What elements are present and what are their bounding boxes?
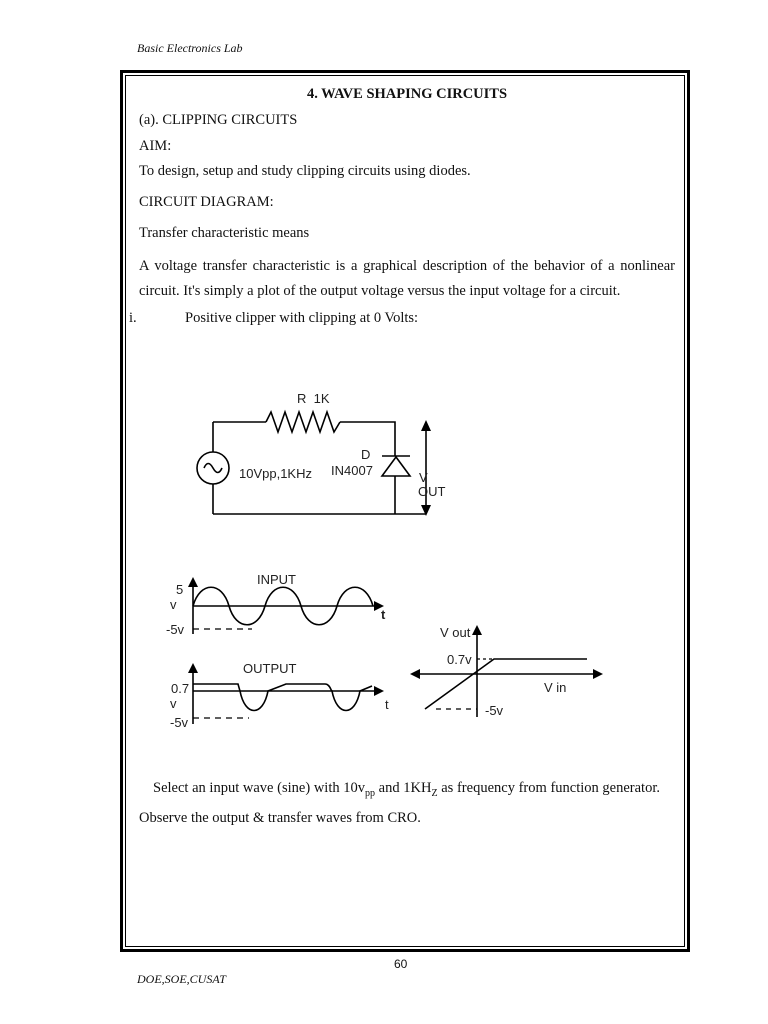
output-time-label: t — [385, 697, 389, 712]
page-header: Basic Electronics Lab — [137, 41, 243, 55]
subsection-title: (a). CLIPPING CIRCUITS — [139, 112, 298, 129]
diode-part-label: IN4007 — [331, 463, 373, 478]
transfer-vout-label: V out — [440, 625, 471, 640]
procedure-text-part-1: Select an input wave (sine) with 10v — [153, 780, 366, 796]
transfer-low-label: -5v — [485, 703, 504, 718]
output-high-number: 0.7 — [171, 681, 190, 696]
vout-label-out: OUT — [418, 484, 446, 499]
page-footer: DOE,SOE,CUSAT — [137, 972, 226, 986]
transfer-heading: Transfer characteristic means — [139, 224, 310, 241]
input-y-arrow-icon — [188, 577, 198, 587]
input-high-number: 5 — [176, 582, 184, 597]
vout-arrow-up-icon — [421, 420, 431, 431]
resistor-icon — [266, 412, 340, 432]
input-title: INPUT — [257, 572, 296, 587]
input-high-unit: v — [170, 597, 177, 612]
sine-wave-symbol-icon — [204, 464, 222, 473]
input-time-label: t — [381, 607, 386, 622]
output-x-arrow-icon — [374, 686, 384, 696]
output-high-unit: v — [170, 696, 177, 711]
transfer-vin-label: V in — [544, 680, 567, 695]
procedure-subscript-pp: pp — [365, 787, 376, 799]
source-label: 10Vpp,1KHz — [239, 466, 312, 481]
transfer-x-arrow-left-icon — [410, 669, 420, 679]
diode-icon — [382, 456, 410, 476]
output-y-arrow-icon — [188, 663, 198, 673]
diode-label: D — [361, 447, 371, 462]
aim-label: AIM: — [139, 137, 172, 154]
transfer-x-arrow-icon — [593, 669, 603, 679]
aim-text: To design, setup and study clipping circuits using diodes. — [139, 163, 471, 180]
output-clipped-wave — [193, 684, 372, 711]
transfer-paragraph: A voltage transfer characteristic is a graphical description of the behavior of a nonlinear circuit. It's simply a plot of the output voltage versus the input voltage for a circuit. — [139, 258, 675, 300]
list-item-number: i. — [129, 310, 137, 327]
vout-label-v: V — [419, 470, 428, 485]
input-low-label: -5v — [166, 622, 185, 637]
procedure-text-part-2: and 1KH — [375, 780, 432, 796]
circuit-diagram-label: CIRCUIT DIAGRAM: — [139, 193, 274, 210]
procedure-text-part-3: as frequency from function generator. Observe the output & transfer waves from CRO. — [139, 780, 660, 826]
transfer-knee-label: 0.7v — [447, 652, 472, 667]
transfer-y-arrow-icon — [472, 625, 482, 635]
resistor-label: R 1K — [297, 391, 330, 406]
procedure-paragraph — [139, 776, 660, 831]
section-title: 4. WAVE SHAPING CIRCUITS — [306, 86, 508, 102]
list-item-text: Positive clipper with clipping at 0 Volts: — [185, 310, 419, 327]
page-number: 60 — [394, 957, 408, 971]
output-low-label: -5v — [170, 715, 189, 730]
procedure-subscript-z: Z — [431, 787, 438, 799]
output-title: OUTPUT — [243, 661, 297, 676]
